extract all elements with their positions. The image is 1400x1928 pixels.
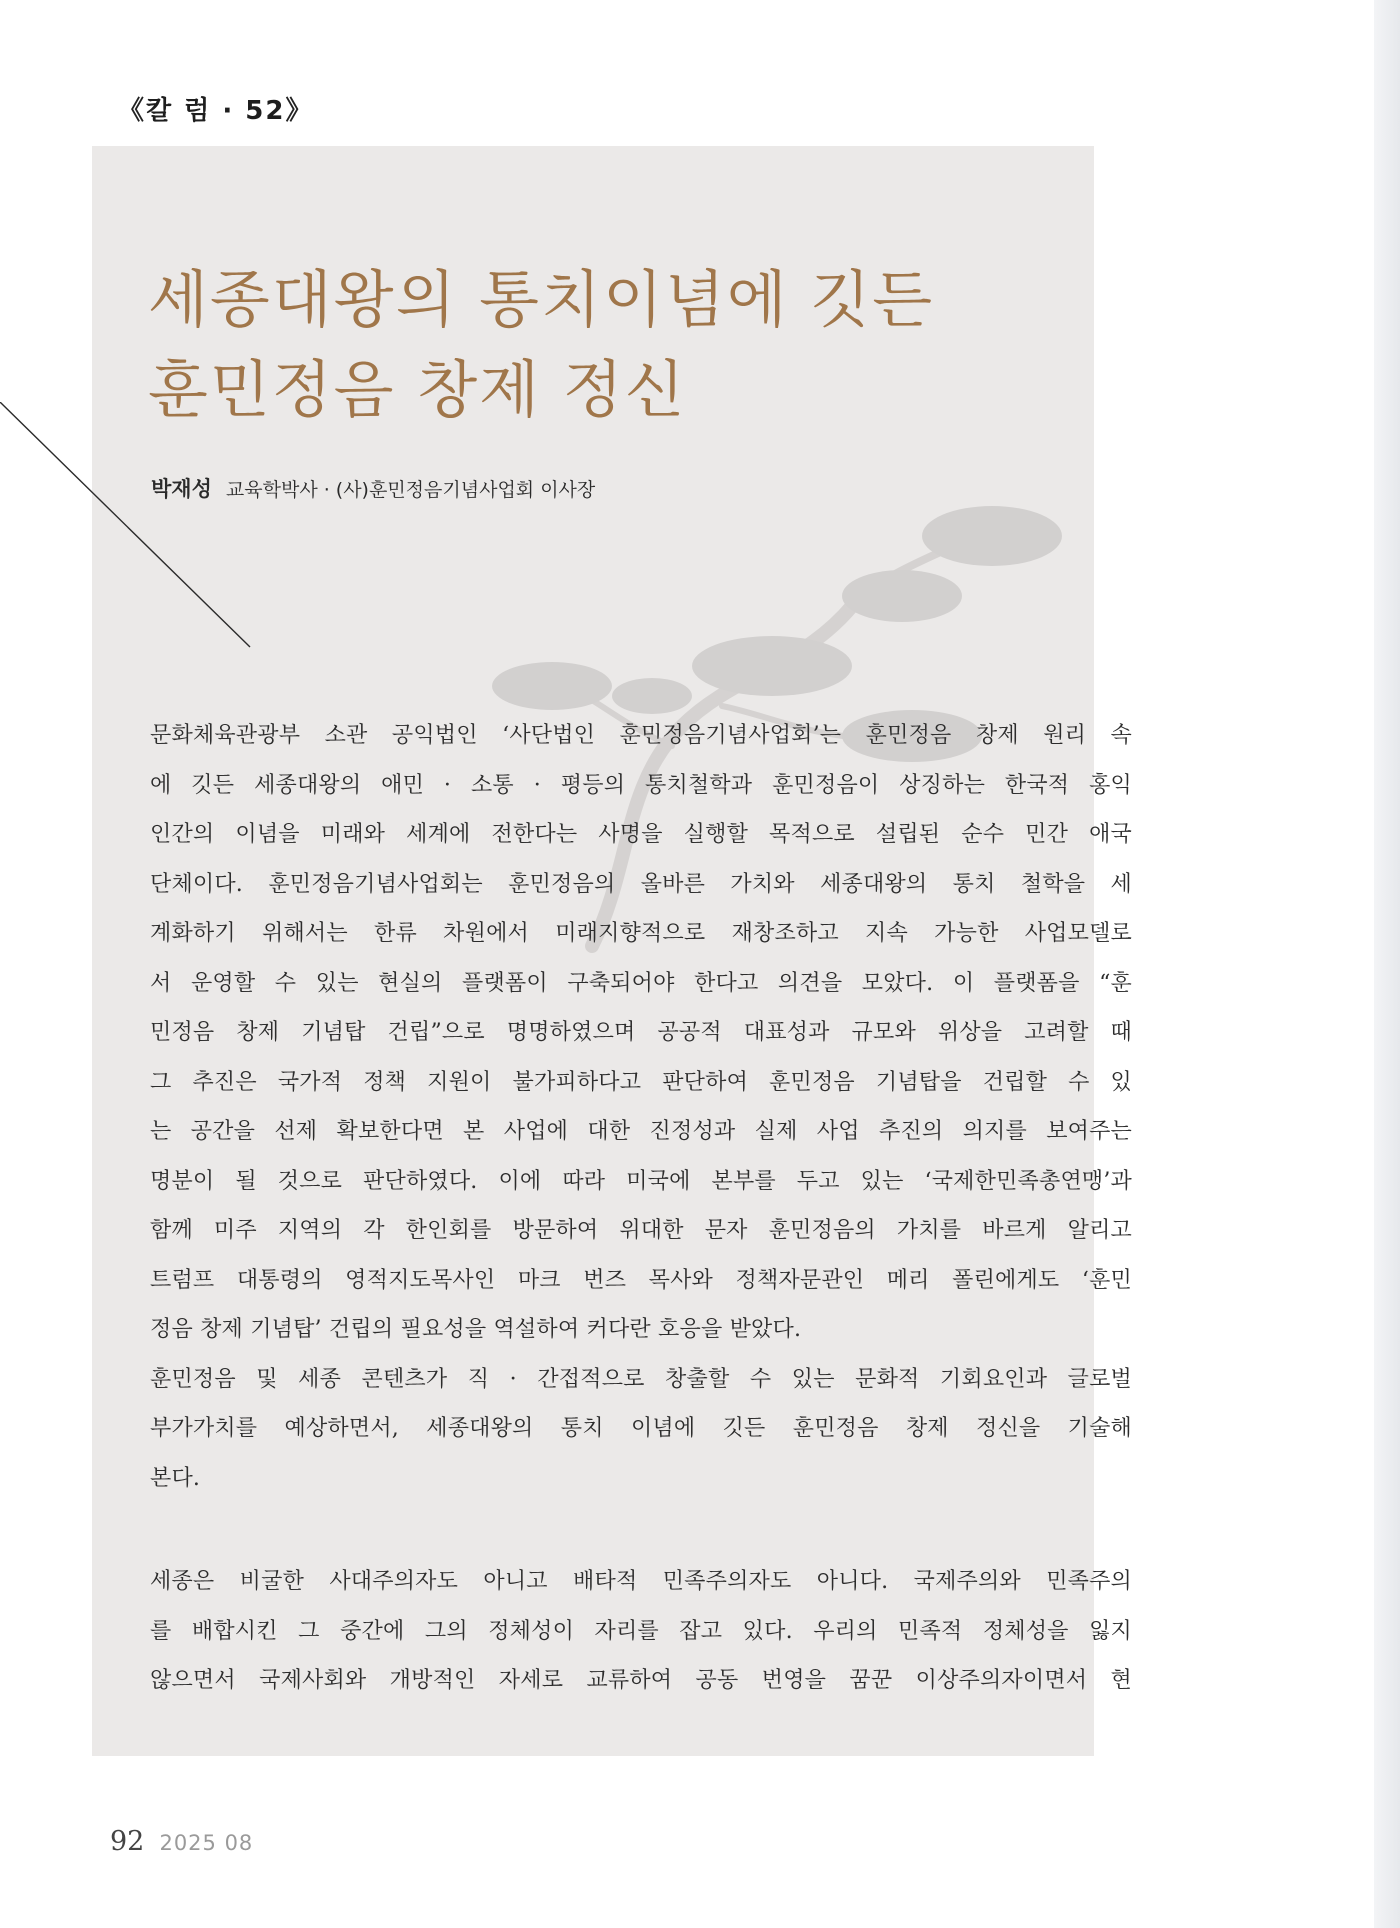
page-edge-shadow bbox=[1374, 0, 1400, 1928]
body-line: 명분이 될 것으로 판단하였다. 이에 따라 미국에 본부를 두고 있는 ‘국제한민족총연맹’과 bbox=[150, 1168, 1132, 1194]
paragraph-2 bbox=[150, 1355, 1132, 1504]
page-number: 92 bbox=[110, 1826, 145, 1857]
body-line: 계화하기 위해서는 한류 차원에서 미래지향적으로 재창조하고 지속 가능한 사업모델로 bbox=[150, 921, 1132, 946]
body-line: 인간의 이념을 미래와 세계에 전한다는 사명을 실행할 목적으로 설립된 순수 민간 애국 bbox=[150, 822, 1132, 847]
body-line: 정음 창제 기념탑’ 건립의 필요성을 역설하여 커다란 호응을 받았다. bbox=[150, 1317, 802, 1342]
page-footer bbox=[110, 1826, 253, 1857]
body-line: 함께 미주 지역의 각 한인회를 방문하여 위대한 문자 훈민정음의 가치를 바르게 알리고 bbox=[150, 1218, 1132, 1243]
body-line: 문화체육관광부 소관 공익법인 ‘사단법인 훈민정음기념사업회’는 훈민정음 창제 원리 속 bbox=[150, 723, 1132, 748]
title-line-1: 세종대왕의 통치이념에 깃든 bbox=[148, 263, 935, 336]
article-body bbox=[150, 711, 1132, 1706]
header-open-bracket: 《 bbox=[118, 96, 147, 126]
decorative-diagonal-line bbox=[0, 402, 260, 652]
body-line: 를 배합시킨 그 중간에 그의 정체성이 자리를 잡고 있다. 우리의 민족적 정체성을 잃지 bbox=[150, 1618, 1132, 1644]
header-close-bracket: 》 bbox=[285, 96, 314, 126]
section-label: 칼 럼 · 52 bbox=[146, 96, 286, 126]
body-line: 단체이다. 훈민정음기념사업회는 훈민정음의 올바른 가치와 세종대왕의 통치 철학을 세 bbox=[150, 871, 1132, 897]
title-line-2: 훈민정음 창제 정신 bbox=[148, 353, 687, 426]
body-line: 그 추진은 국가적 정책 지원이 불가피하다고 판단하여 훈민정음 기념탑을 건립할 수 있 bbox=[150, 1069, 1132, 1095]
article-title bbox=[148, 255, 934, 435]
body-line: 민정음 창제 기념탑 건립”으로 명명하였으며 공공적 대표성과 규모와 위상을 고려할 때 bbox=[150, 1020, 1132, 1045]
body-line: 본다. bbox=[150, 1465, 201, 1491]
body-line: 훈민정음 및 세종 콘텐츠가 직 · 간접적으로 창출할 수 있는 문화적 기회요인과 글로벌 bbox=[150, 1366, 1132, 1392]
author-name: 박재성 bbox=[151, 477, 212, 501]
paragraph-1 bbox=[150, 711, 1132, 1355]
body-line: 부가가치를 예상하면서, 세종대왕의 통치 이념에 깃든 훈민정음 창제 정신을 기술해 bbox=[150, 1416, 1132, 1441]
paragraph-gap bbox=[150, 1503, 1132, 1557]
issue-date: 2025 08 bbox=[159, 1831, 254, 1855]
body-line: 세종은 비굴한 사대주의자도 아니고 배타적 민족주의자도 아니다. 국제주의와 민족주의 bbox=[150, 1569, 1132, 1594]
byline bbox=[151, 473, 595, 503]
body-line: 에 깃든 세종대왕의 애민 · 소통 · 평등의 통치철학과 훈민정음이 상징하는 한국적 홍익 bbox=[150, 772, 1132, 798]
paragraph-3 bbox=[150, 1557, 1132, 1706]
body-line: 서 운영할 수 있는 현실의 플랫폼이 구축되어야 한다고 의견을 모았다. 이 플랫폼을 “훈 bbox=[150, 970, 1132, 996]
section-header bbox=[118, 90, 313, 127]
body-line: 트럼프 대통령의 영적지도목사인 마크 번즈 목사와 정책자문관인 메리 폴린에게도 ‘훈민 bbox=[150, 1267, 1132, 1293]
body-line: 않으면서 국제사회와 개방적인 자세로 교류하여 공동 번영을 꿈꾼 이상주의자이면서 현 bbox=[150, 1668, 1132, 1693]
body-line: 는 공간을 선제 확보한다면 본 사업에 대한 진정성과 실제 사업 추진의 의지를 보여주는 bbox=[150, 1119, 1132, 1144]
author-affiliation: 교육학박사 · (사)훈민정음기념사업회 이사장 bbox=[225, 479, 596, 501]
